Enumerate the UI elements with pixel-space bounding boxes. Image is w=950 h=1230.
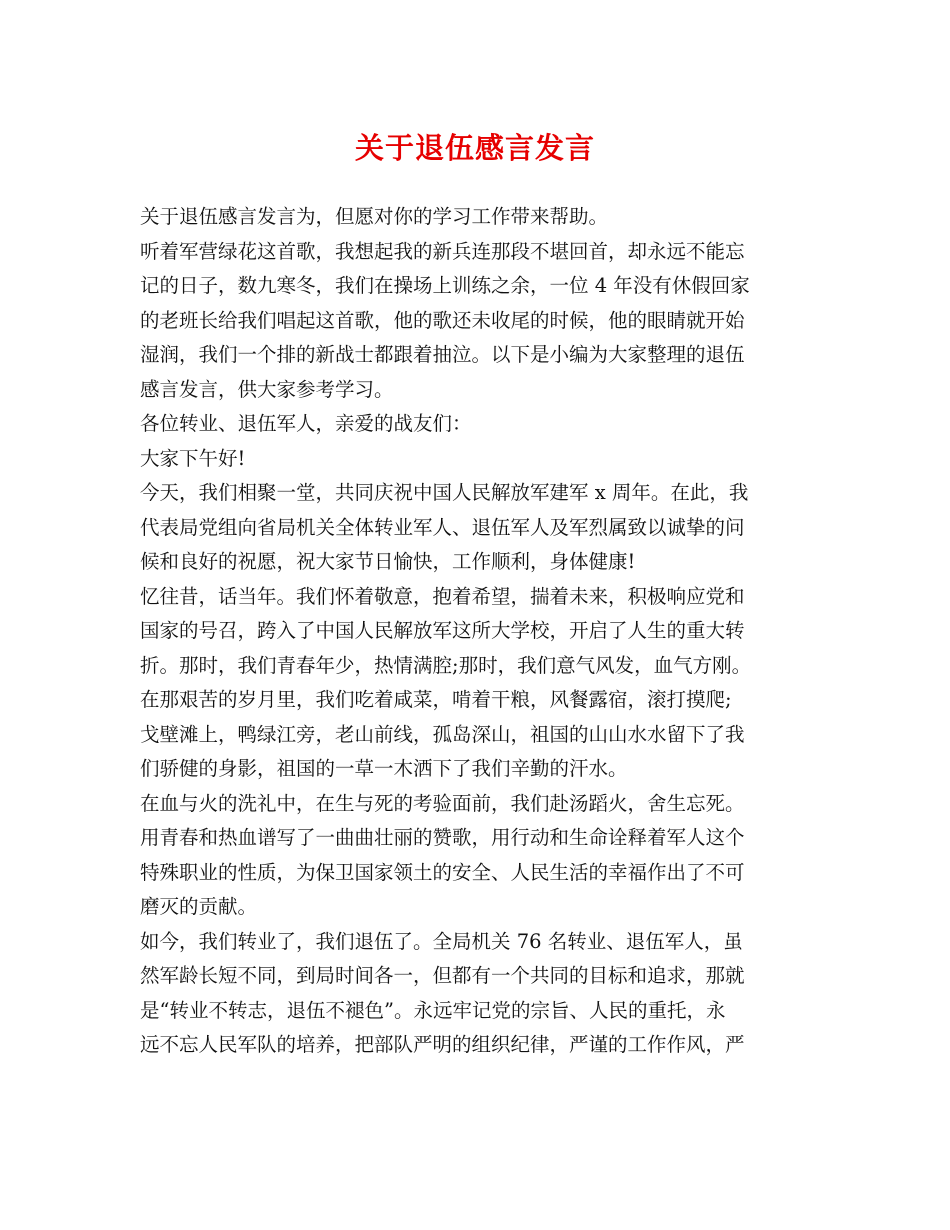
body-line: 特殊职业的性质，为保卫国家领土的安全、人民生活的幸福作出了不可 [140,860,745,884]
body-line: 代表局党组向省局机关全体转业军人、退伍军人及军烈属致以诚挚的问 [140,515,745,539]
body-line: 记的日子，数九寒冬，我们在操场上训练之余，一位 4 年没有休假回家 [140,274,750,297]
body-line: 大家下午好! [140,446,246,470]
body-line: 的老班长给我们唱起这首歌，他的歌还未收尾的时候，他的眼睛就开始 [140,308,745,332]
body-line: 戈壁滩上，鸭绿江旁，老山前线，孤岛深山，祖国的山山水水留下了我 [140,722,745,746]
body-line: 用青春和热血谱写了一曲曲壮丽的赞歌，用行动和生命诠释着军人这个 [140,826,745,849]
body-line: 候和良好的祝愿，祝大家节日愉快，工作顺利，身体健康! [140,550,636,573]
body-line: 折。那时，我们青春年少，热情满腔;那时，我们意气风发，血气方刚。 [140,653,752,677]
body-line: 国家的号召，跨入了中国人民解放军这所大学校，开启了人生的重大转 [140,619,745,642]
body-line: 各位转业、退伍军人，亲爱的战友们： [140,412,472,435]
body-line: 远不忘人民军队的培养，把部队严明的组织纪律，严谨的工作作风，严 [140,1033,745,1056]
body-line: 关于退伍感言发言为，但愿对你的学习工作带来帮助。 [140,205,609,228]
body-line: 在血与火的洗礼中，在生与死的考验面前，我们赴汤蹈火，舍生忘死。 [140,791,745,815]
document-body [140,200,820,1063]
body-line: 感言发言，供大家参考学习。 [140,377,394,401]
body-line: 磨灭的贡献。 [140,895,258,918]
body-line: 听着军营绿花这首歌，我想起我的新兵连那段不堪回首，却永远不能忘 [140,239,745,263]
body-line: 在那艰苦的岁月里，我们吃着咸菜，啃着干粮，风餐露宿，滚打摸爬; [140,688,732,711]
body-line: 是“转业不转志，退伍不褪色”。永远牢记党的宗旨、人民的重托，永 [140,998,726,1022]
body-line: 如今，我们转业了，我们退伍了。全局机关 76 名转业、退伍军人，虽 [140,929,743,953]
body-line: 湿润，我们一个排的新战士都跟着抽泣。以下是小编为大家整理的退伍 [140,343,745,366]
body-line: 然军龄长短不同，到局时间各一，但都有一个共同的目标和追求，那就 [140,964,745,987]
body-line: 今天，我们相聚一堂，共同庆祝中国人民解放军建军 x 周年。在此，我 [140,481,749,504]
body-line: 们骄健的身影，祖国的一草一木洒下了我们辛勤的汗水。 [140,757,628,780]
document-title: 关于退伍感言发言 [354,131,595,165]
body-line: 忆往昔，话当年。我们怀着敬意，抱着希望，揣着未来，积极响应党和 [140,584,745,608]
